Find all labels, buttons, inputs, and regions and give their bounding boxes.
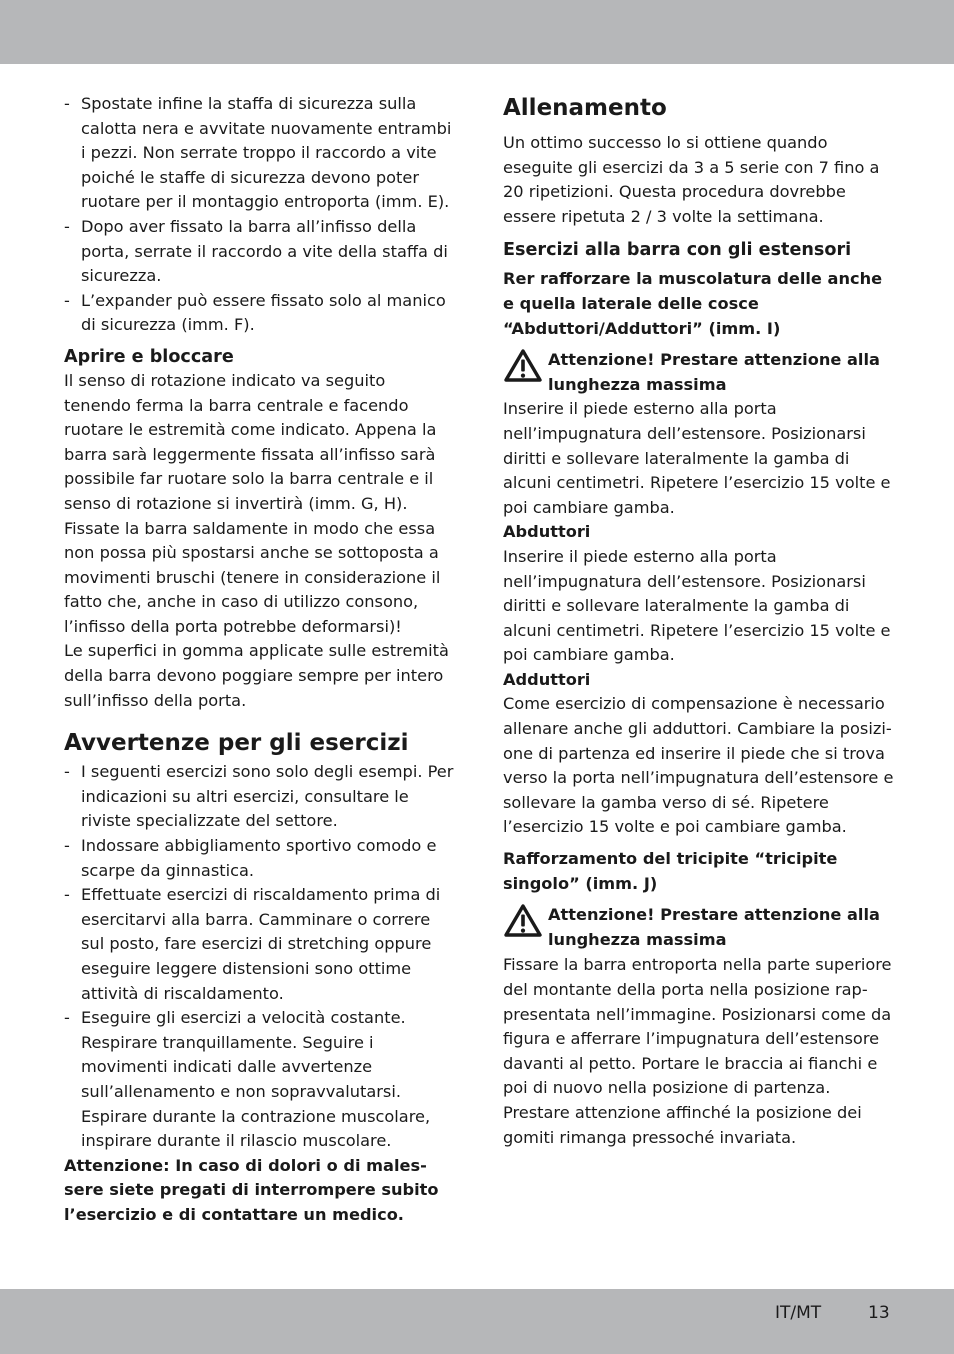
subheading-rafforzare: Rer rafforzare la muscolatura delle anche e quella laterale delle cosce “Abduttori/Adduttori” (imm. I) [503,269,883,338]
warning-triangle-icon [503,903,543,938]
paragraph: Le superfici in gomma applicate sulle estremità della barra devono poggiare sempre per intero sull’infisso della porta. [64,641,449,710]
paragraph: Come esercizio di compensazione è necessario allenare anche gli adduttori. Cambiare la posizione di partenza ed inserire il piede che si trova verso la porta nell’impugnatura dell’estensore e sollevare la gamba verso di sé. Ripetere l’esercizio 15 volte e poi cambiare gamba. [503,694,894,837]
subheading-abduttori: Abduttori [503,522,591,542]
section-heading-allenamento: Allenamento [503,95,667,121]
paragraph: Fissare la barra entroporta nella parte superiore del montante della porta nella posizione rappresentata nell’immagine. Posizionarsi come da figura e afferrare l’impugnatura dell’estensore davanti al petto. Portare le braccia ai fianchi e poi di nuovo nella posizione di partenza. Prestare attenzione affinché la posizione dei gomiti rimanga pressoché invariata. [503,955,892,1147]
paragraph: Inserire il piede esterno alla porta nell’impugnatura dell’estensore. Posizionarsi diritti e sollevare lateralmente la gamba di alcuni centimetri. Ripetere l’esercizio 15 volte e poi cambiare gamba. [503,399,891,517]
list-item: - Eseguire gli esercizi a velocità costante. Respirare tranquillamente. Seguire i movimenti indicati dalle avvertenze sull’allenamento e non sopravvalutarsi. Espirare durante la contrazione muscolare, inspirare durante il rilascio muscolare. [64,1006,456,1154]
warning-text: Attenzione! Prestare attenzione alla lunghezza massima [548,350,880,394]
warning-text: Attenzione! Prestare attenzione alla lunghezza massima [548,905,880,949]
left-column [64,92,456,1228]
warning-triangle-icon [503,348,543,383]
list-item: - Indossare abbigliamento sportivo comodo e scarpe da ginnastica. [64,834,456,883]
attention-note: Attenzione: In caso di dolori o di malessere siete pregati di interrompere subito l’esercizio e di contattare un medico. [64,1155,439,1224]
section-heading-aprire: Aprire e bloccare [64,346,234,367]
paragraph: Inserire il piede esterno alla porta nell’impugnatura dell’estensore. Posizionarsi diritti e sollevare lateralmente la gamba di alcuni centimetri. Ripetere l’esercizio 15 volte e poi cambiare gamba. [503,546,891,665]
avvertenze-list [64,760,456,1154]
subheading-adduttori: Adduttori [503,669,591,689]
warning-box [503,903,895,952]
page-number: 13 [868,1303,890,1323]
paragraph: Il senso di rotazione indicato va seguito tenendo ferma la barra centrale e facendo ruotare le estremità come indicato. Appena la barra sarà leggermente fissata all’infisso sarà possibile far ruotare solo la barra centrale e il senso di rotazione si invertirà (imm. G, H). [64,370,437,513]
warning-box [503,348,895,397]
header-band [0,0,954,64]
right-column [503,92,895,1150]
section-heading-esercizi: Esercizi alla barra con gli estensori [503,240,852,261]
list-item: - Effettuate esercizi di riscaldamento prima di esercitarvi alla barra. Camminare o correre sul posto, fare esercizi di stretching oppure eseguire leggere distensioni sono ottime attività di riscaldamento. [64,883,456,1006]
paragraph: Un ottimo successo lo si ottiene quando eseguite gli esercizi da 3 a 5 serie con 7 fino a 20 ripetizioni. Questa procedura dovrebbe essere ripetuta 2 / 3 volte la settimana. [503,133,880,226]
section-heading-avvertenze: Avvertenze per gli esercizi [64,730,409,757]
paragraph: Fissate la barra saldamente in modo che essa non possa più spostarsi anche se sottoposta a movimenti bruschi (tenere in considerazione il fatto che, anche in caso di utilizzo consono, l’infisso della porta potrebbe deformarsi)! [64,518,441,636]
list-item: - Spostate infine la staffa di sicurezza sulla calotta nera e avvitate nuovamente entrambi i pezzi. Non serrate troppo il raccordo a vite poiché le staffe di sicurezza devono poter ruotare per il montaggio entroporta (imm. E). [64,92,456,215]
footer-language: IT/MT [775,1303,822,1323]
list-item: - L’expander può essere fissato solo al manico di sicurezza (imm. F). [64,289,456,338]
list-item: - I seguenti esercizi sono solo degli esempi. Per indicazioni su altri esercizi, consultare le riviste specializzate del settore. [64,760,456,834]
mounting-list [64,92,456,338]
subheading-tricipite: Rafforzamento del tricipite “tricipite singolo” (imm. J) [503,849,838,893]
list-item: - Dopo aver fissato la barra all’infisso della porta, serrate il raccordo a vite della staffa di sicurezza. [64,215,456,289]
